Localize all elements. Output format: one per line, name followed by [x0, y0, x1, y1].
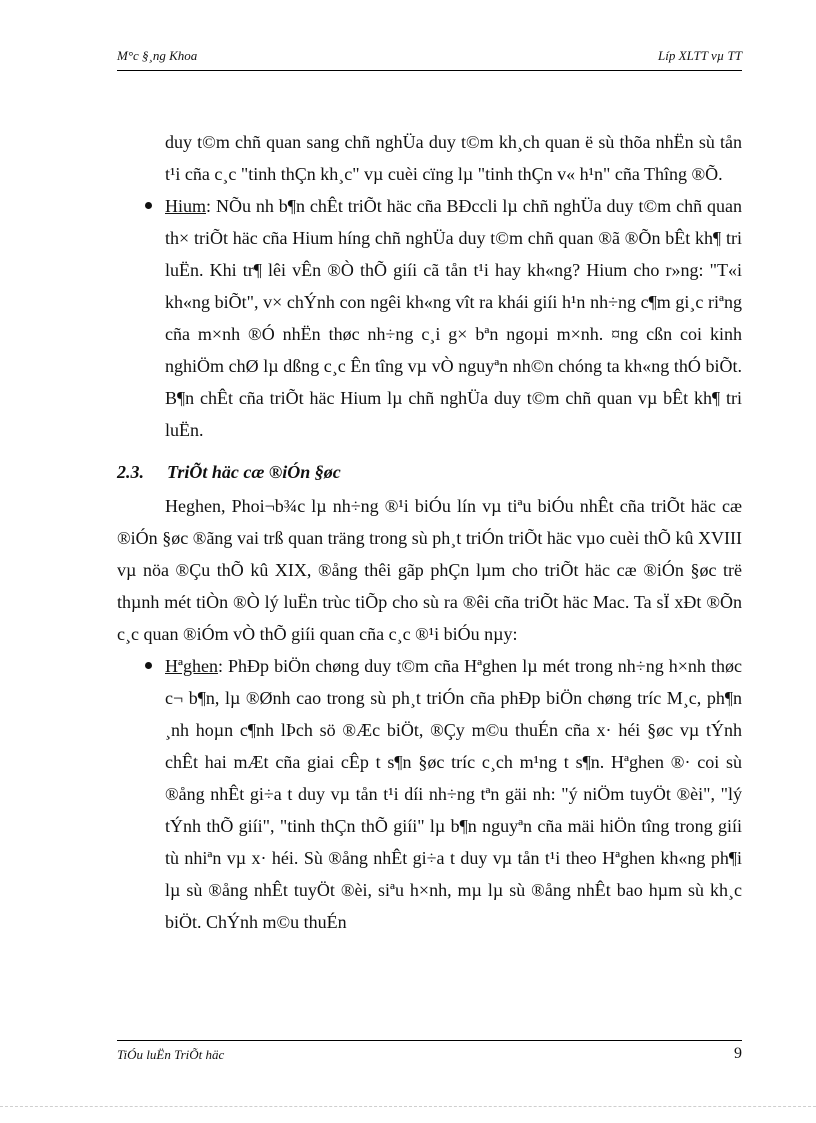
bullet-text-hium: : NÕu nh b¶n chÊt triÕt häc cña BÐccli lµ chñ nghÜa duy t©m chñ quan th× triÕt häc cña Hium híng chñ nghÜa duy t©m chñ quan ®ã ®Õn bÊt kh¶ tri luËn. Khi tr¶ lêi vÊn ®Ò thÕ giíi cã tån t¹i hay kh«ng? Hium cho r»ng: "T«i kh«ng biÕt", v× chÝnh con ngêi kh«ng vît ra khái giíi h¹n nh÷ng c¶m gi¸c riªng cña m×nh ®Ó nhËn thøc nh÷ng c¸i g× bªn ngoµi m×nh. ¤ng cßn coi kinh nghiÖm chØ lµ dßng c¸c Ên tîng vµ vÒ nguyªn nh©n chóng ta kh«ng thÓ biÕt. B¶n chÊt cña triÕt häc Hium lµ chñ nghÜa duy t©m chñ quan vµ bÊt kh¶ tri luËn. [165, 196, 742, 440]
bullet-heghen [117, 650, 742, 938]
paragraph-continuation: duy t©m chñ quan sang chñ nghÜa duy t©m kh¸ch quan ë sù thõa nhËn sù tån t¹i cña c¸c "tinh thÇn kh¸c" vµ cuèi cïng lµ "tinh thÇn v« h¹n" cña Thîng ®Õ. [165, 132, 742, 184]
bullet-term-heghen: Hªghen [165, 656, 218, 676]
page-boundary [0, 1106, 816, 1107]
bullet-term-hium: Hium [165, 196, 207, 216]
section-title: TriÕt häc cæ ®iÓn §øc [167, 462, 341, 482]
bullet-hium [117, 190, 742, 446]
header-rule [117, 70, 742, 71]
section-number: 2.3. [117, 462, 144, 482]
section-heading [117, 456, 742, 488]
header-class: Líp XLTT vµ TT [658, 48, 742, 63]
footer-title: TiÓu luËn TriÕt häc [117, 1047, 225, 1062]
bullet-text-heghen: : PhÐp biÖn chøng duy t©m cña Hªghen lµ mét trong nh÷ng h×nh thøc c¬ b¶n, lµ ®Ønh cao trong sù ph¸t triÓn cña phÐp biÖn chøng tríc M¸c, ph¶n ¸nh hoµn c¶nh lÞch sö ®Æc biÖt, ®Çy m©u thuÉn cña x· héi §øc vµ tÝnh chÊt hai mÆt cña giai cÊp t s¶n §øc tríc c¸ch m¹ng t s¶n. Hªghen ®· coi sù ®ång nhÊt gi÷a t duy vµ tån t¹i díi nh÷ng tªn gäi nh: "ý niÖm tuyÖt ®èi", "lý tÝnh thÕ giíi", "tinh thÇn thÕ giíi" lµ b¶n nguyªn cña mäi hiÖn tîng trong giíi tù nhiªn vµ x· héi. Sù ®ång nhÊt gi÷a t duy vµ tån t¹i theo Hªghen kh«ng ph¶i lµ sù ®ång nhÊt tuyÖt ®èi, siªu h×nh, mµ lµ sù ®ång nhÊt bao hµm sù kh¸c biÖt. ChÝnh m©u thuÉn [165, 656, 742, 932]
bullet-dot-icon [145, 202, 152, 209]
page-header [117, 48, 742, 68]
page-number: 9 [734, 1045, 742, 1062]
document-body [117, 126, 742, 938]
paragraph-intro: Heghen, Phoi¬b¾c lµ nh÷ng ®¹i biÓu lín vµ tiªu biÓu nhÊt cña triÕt häc cæ ®iÓn §øc ®ãng vai trß quan träng trong sù ph¸t triÓn triÕt häc vµo cuèi thÕ kû XVIII vµ nöa ®Çu thÕ kû XIX, ®ång thêi gãp phÇn lµm cho triÕt häc cæ ®iÓn §øc trë thµnh mét tiÒn ®Ò lý luËn trùc tiÕp cho sù ra ®êi cña triÕt häc Mac. Ta sÏ xÐt ®Õn c¸c quan ®iÓm vÒ thÕ giíi quan cña c¸c ®¹i biÓu nµy: [117, 496, 742, 644]
footer-rule [117, 1040, 742, 1041]
bullet-dot-icon [145, 662, 152, 669]
page-footer [117, 1045, 742, 1065]
header-author: M°c §¸ng Khoa [117, 48, 198, 63]
